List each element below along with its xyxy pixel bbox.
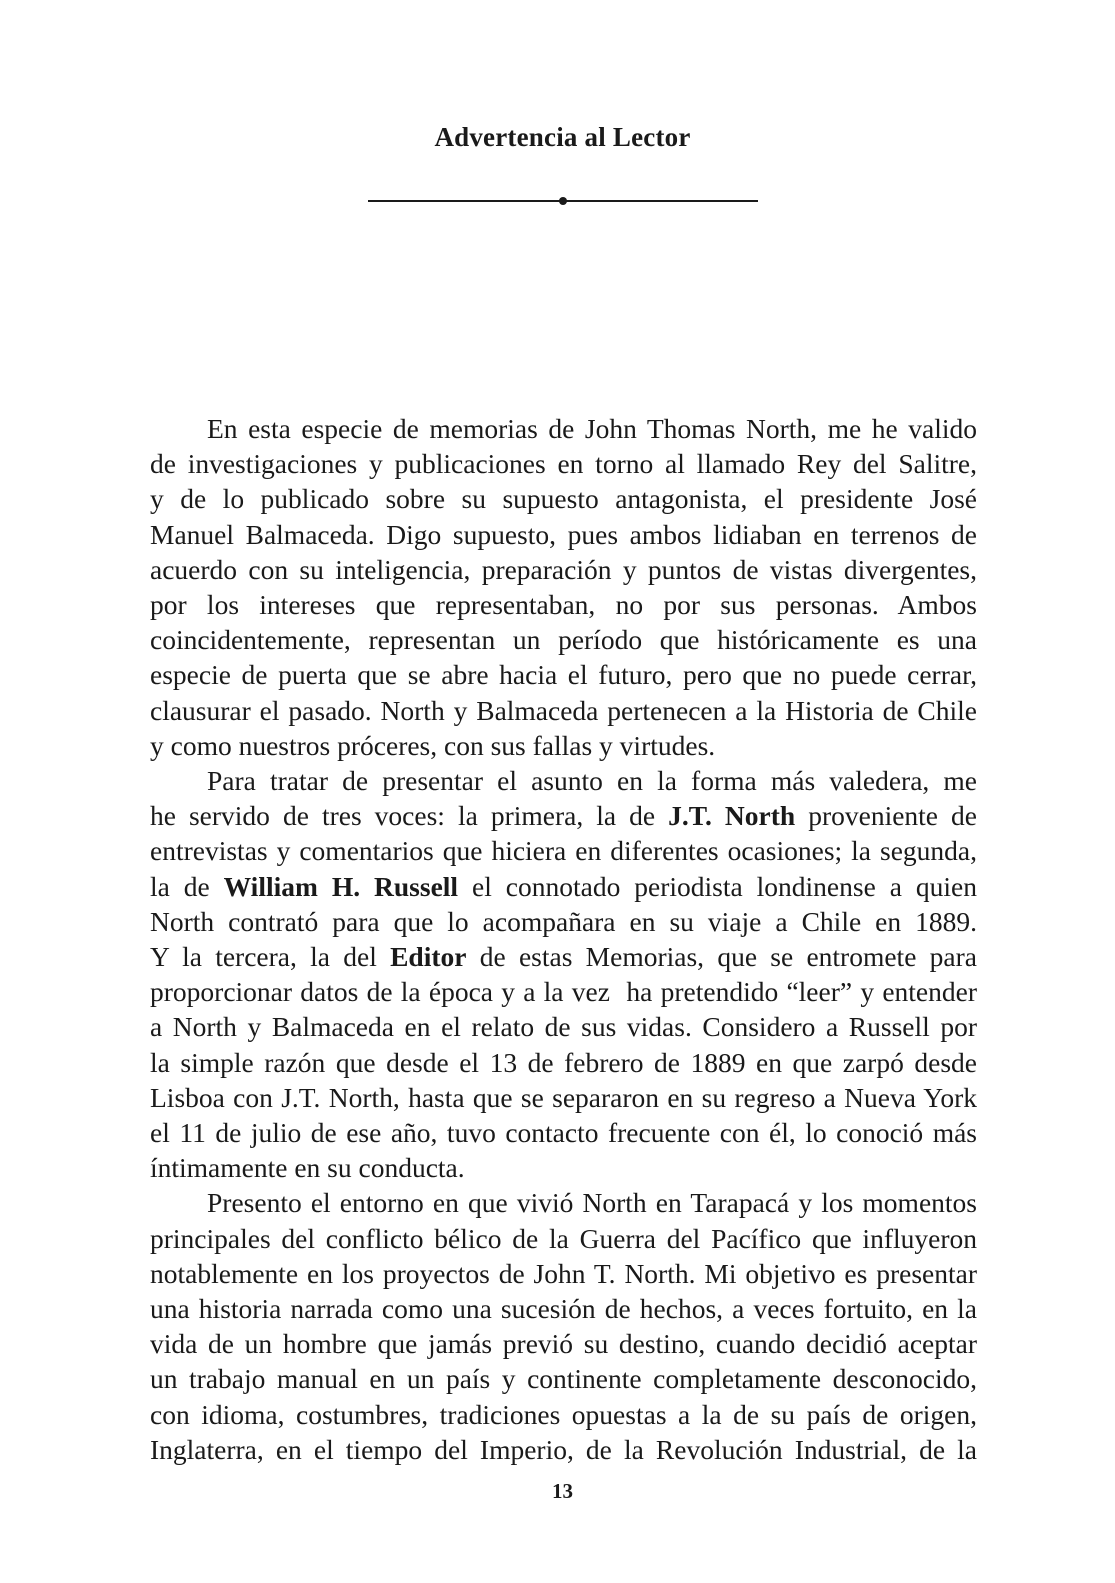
page-title: Advertencia al Lector — [434, 122, 691, 152]
bold-word-editor: Editor — [390, 941, 467, 973]
text-line — [150, 939, 977, 974]
text-line — [150, 763, 977, 798]
text-segment: Y la tercera, la del — [150, 941, 391, 973]
text-line: En esta especie de memorias de John Thomas North, me he valido — [207, 413, 977, 444]
text-line: clausurar el pasado. North y Balmaceda pertenecen a la Historia de Chile — [150, 694, 977, 726]
text-line: coincidentemente, representan un período que históricamente es una — [150, 624, 977, 656]
text-line: notablemente en los proyectos de John T. North. Mi objetivo es presentar — [150, 1257, 977, 1289]
text-line: especie de puerta que se abre hacia el futuro, pero que no puede cerrar, — [150, 659, 977, 691]
text-segment: el connotado periodista londinense a quien — [458, 870, 977, 902]
text-line: y de lo publicado sobre su supuesto antagonista, el presidente José — [150, 483, 977, 515]
text-segment: íntimamente en su conducta. — [150, 1152, 465, 1184]
paragraph-2 — [150, 763, 977, 1185]
text-line — [150, 1115, 977, 1150]
body-text — [150, 411, 977, 1467]
text-segment: Lisboa con J.T. North, hasta que se separaron en su regreso a Nueva York — [150, 1081, 977, 1113]
bold-name-jt-north: J.T. North — [668, 800, 796, 832]
text-line: por los intereses que representaban, no por sus personas. Ambos — [150, 589, 977, 621]
page-number: 13 — [552, 1479, 573, 1503]
text-segment: a North y Balmaceda en el relato de sus vidas. Considero a Russell por — [150, 1011, 977, 1043]
text-line — [150, 904, 977, 939]
text-segment: el 11 de julio de ese año, tuvo contacto frecuente con él, lo conoció más — [150, 1117, 977, 1149]
text-line: Manuel Balmaceda. Digo supuesto, pues ambos lidiaban en terrenos de — [150, 518, 977, 550]
text-line — [150, 1009, 977, 1044]
text-line: acuerdo con su inteligencia, preparación y puntos de vistas divergentes, — [150, 553, 977, 585]
text-segment: Para tratar de presentar el asunto en la forma más valedera, me — [207, 765, 977, 797]
text-segment: North contrató para que lo acompañara en su viaje a Chile en 1889. — [150, 905, 977, 937]
text-line — [150, 974, 977, 1009]
title-ornament-divider — [368, 199, 758, 203]
paragraph-3 — [150, 1185, 977, 1467]
ornament-dot — [559, 197, 567, 205]
text-line: Presento el entorno en que vivió North en Tarapacá y los momentos — [207, 1187, 977, 1219]
text-line — [150, 1045, 977, 1080]
text-segment: entrevistas y comentarios que hiciera en diferentes ocasiones; la segunda, — [150, 835, 977, 867]
text-segment: de estas Memorias, que se entromete para — [466, 941, 977, 973]
paragraph-1 — [150, 411, 977, 763]
text-line: principales del conflicto bélico de la Guerra del Pacífico que influyeron — [150, 1222, 977, 1254]
text-segment: he servido de tres voces: la primera, la de — [150, 800, 669, 832]
text-line — [150, 1080, 977, 1115]
text-line — [150, 1150, 977, 1185]
text-line: de investigaciones y publicaciones en torno al llamado Rey del Salitre, — [150, 448, 977, 480]
text-segment: la simple razón que desde el 13 de febrero de 1889 en que zarpó desde — [150, 1046, 977, 1078]
text-segment: proveniente de — [795, 800, 977, 832]
text-segment: proporcionar datos de la época y a la vez ha pretendido “leer” y entender — [150, 976, 977, 1008]
text-line: con idioma, costumbres, tradiciones opuestas a la de su país de origen, — [150, 1398, 977, 1430]
text-line: Inglaterra, en el tiempo del Imperio, de la Revolución Industrial, de la — [150, 1433, 977, 1465]
text-line: y como nuestros próceres, con sus fallas y virtudes. — [150, 729, 716, 761]
text-line — [150, 833, 977, 868]
bold-name-william-russell: William H. Russell — [223, 870, 459, 902]
text-line: una historia narrada como una sucesión de hechos, a veces fortuito, en la — [150, 1293, 977, 1325]
text-line: un trabajo manual en un país y continente completamente desconocido, — [150, 1363, 977, 1395]
text-line: vida de un hombre que jamás previó su destino, cuando decidió aceptar — [150, 1328, 977, 1360]
text-line — [150, 869, 977, 904]
text-line — [150, 798, 977, 833]
text-segment: la de — [150, 870, 224, 902]
